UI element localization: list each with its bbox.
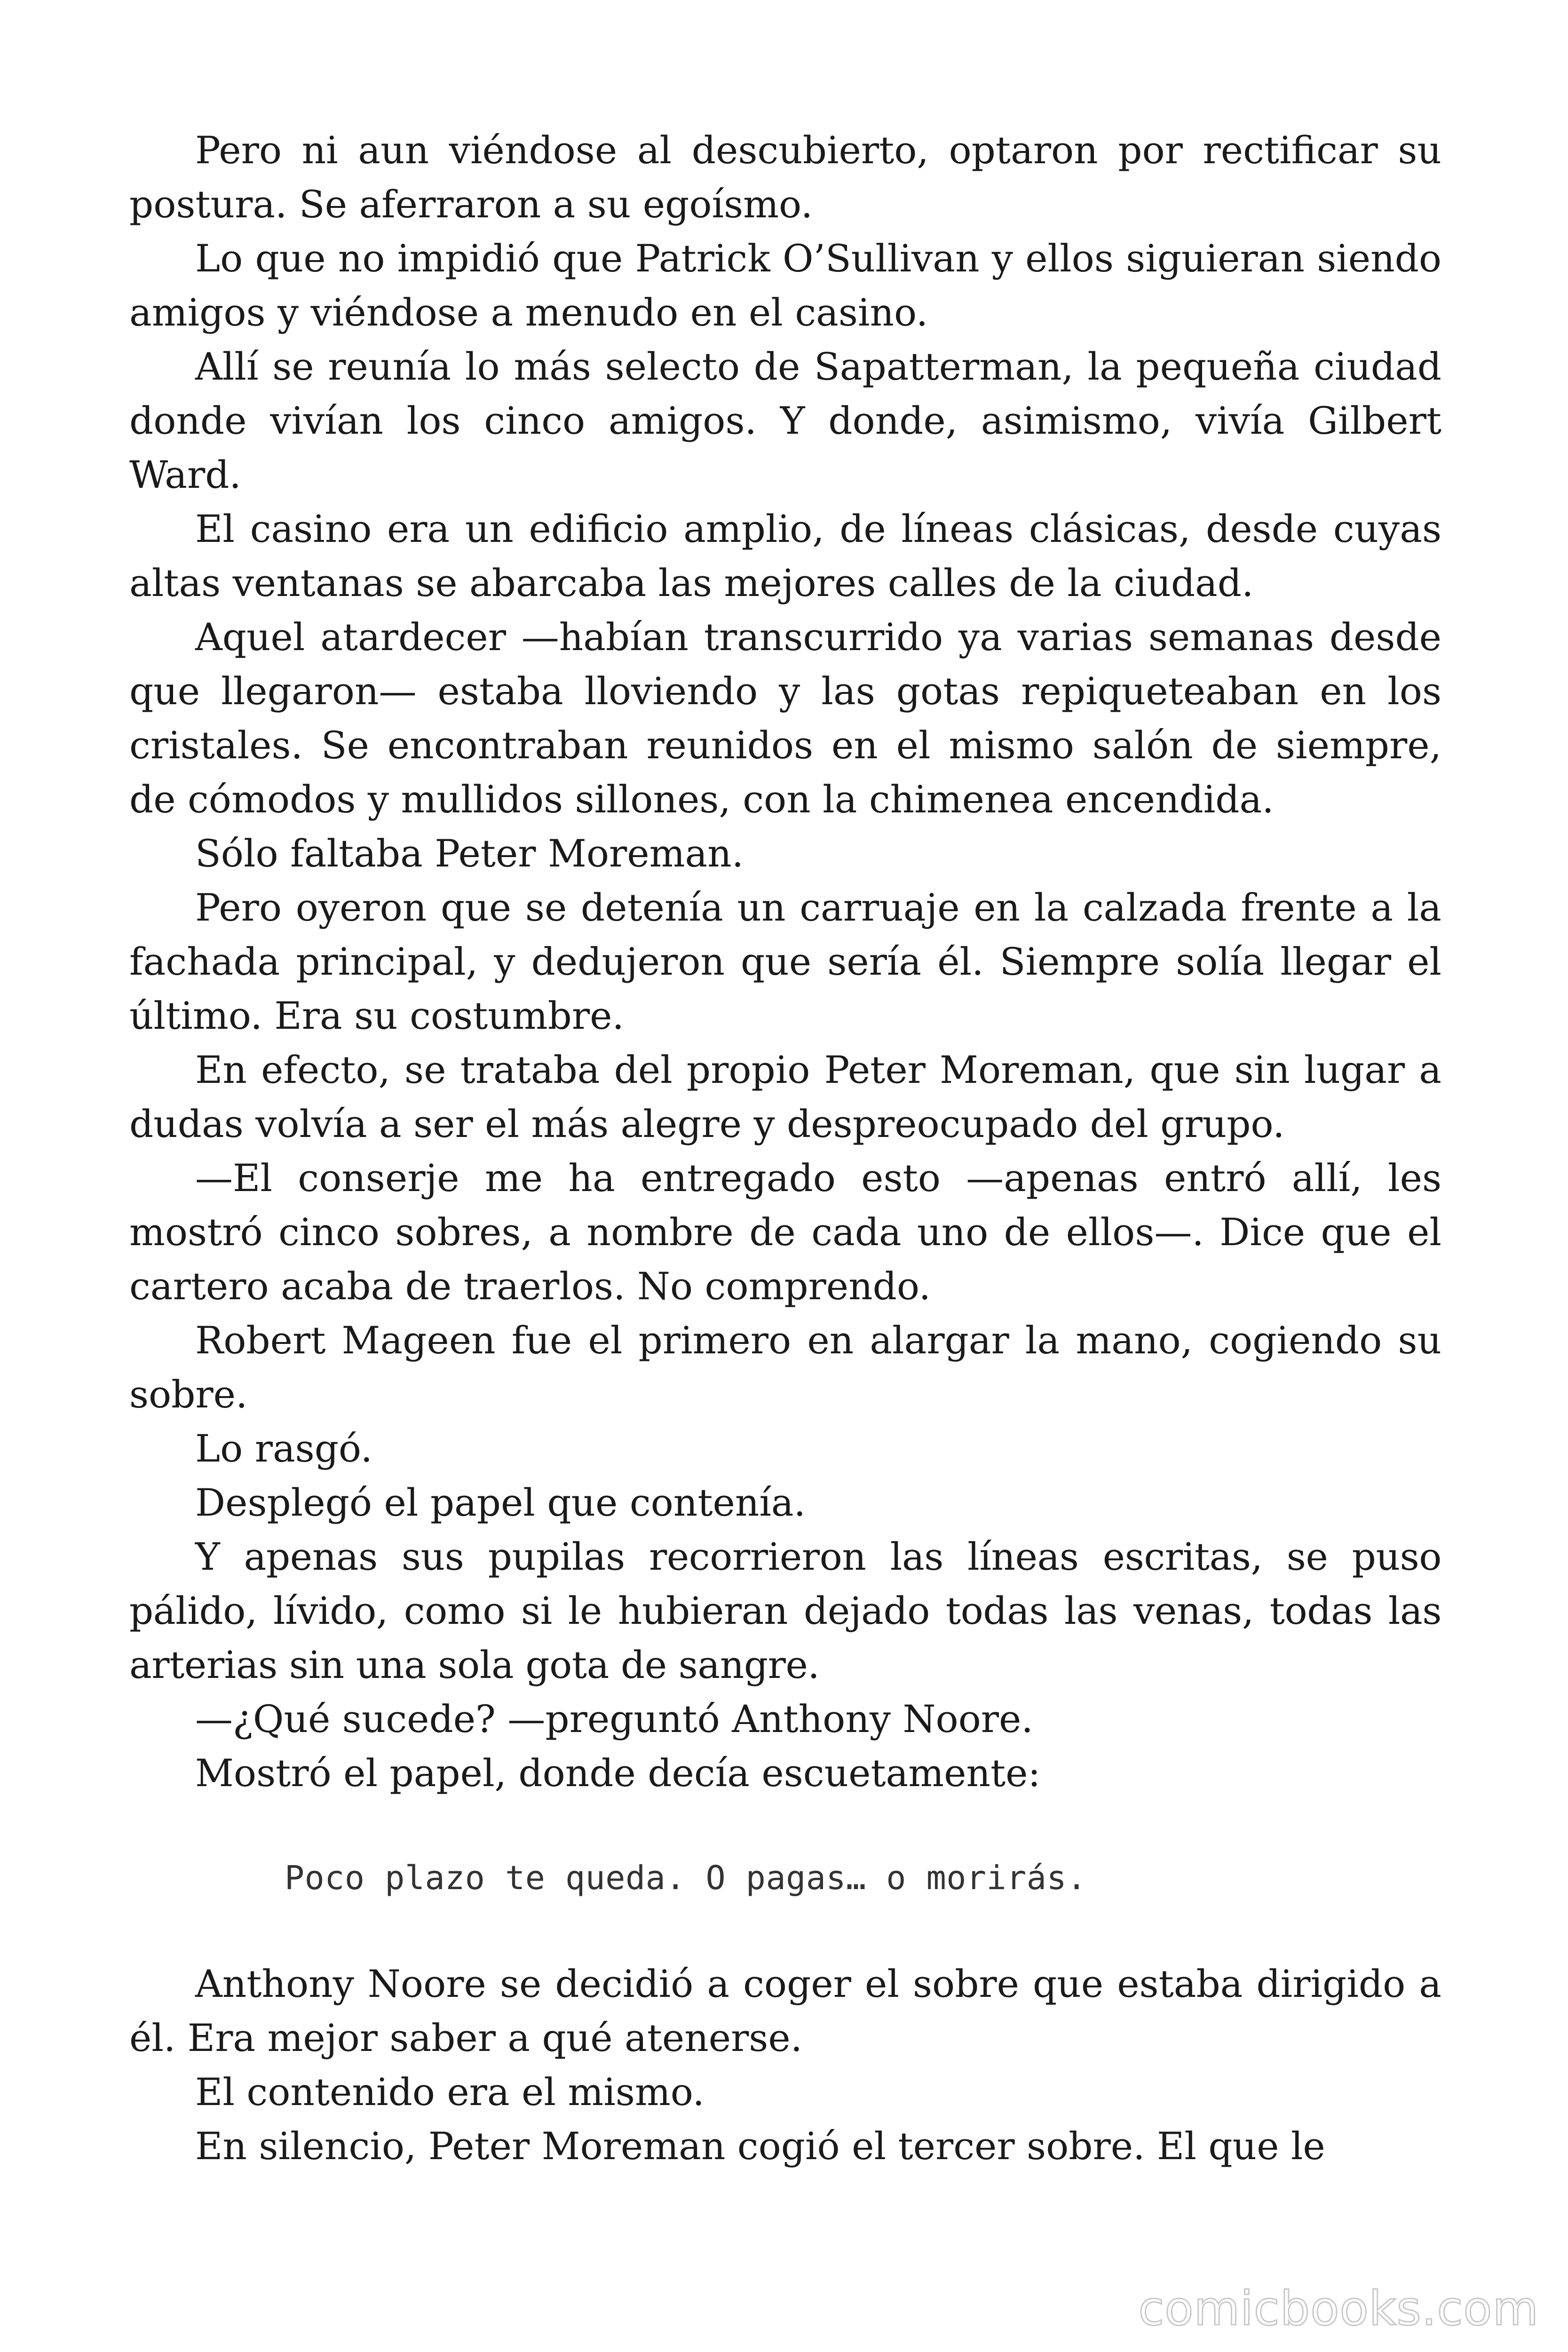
paragraph: Aquel atardecer —habían transcurrido ya varias semanas desde que llegaron— estaba lloviendo y las gotas repiqueteaban en los cristales. Se encontraban reunidos en el mismo salón de siempre, de cómodos y mullidos sillones, con la chimenea encendida. xyxy=(129,615,1441,821)
paragraph: Anthony Noore se decidió a coger el sobre que estaba dirigido a él. Era mejor saber a qué atenerse. xyxy=(129,1962,1441,2060)
paragraph: Mostró el papel, donde decía escuetamente: xyxy=(195,1751,1041,1795)
letter-quote: Poco plazo te queda. O pagas… o morirás. xyxy=(285,1859,1087,1897)
paragraph: —¿Qué sucede? —preguntó Anthony Noore. xyxy=(195,1697,1033,1741)
watermark-logo: comicbooks.com xyxy=(1138,2281,1539,2336)
paragraph: En efecto, se trataba del propio Peter Moreman, que sin lugar a dudas volvía a ser el más alegre y despreocupado del grupo. xyxy=(129,1048,1441,1146)
paragraph: En silencio, Peter Moreman cogió el tercer sobre. El que le xyxy=(195,2124,1325,2168)
paragraph: —El conserje me ha entregado esto —apenas entró allí, les mostró cinco sobres, a nombre de cada uno de ellos—. Dice que el cartero acaba de traerlos. No comprendo. xyxy=(129,1156,1441,1308)
paragraph: El casino era un edificio amplio, de líneas clásicas, desde cuyas altas ventanas se abarcaba las mejores calles de la ciudad. xyxy=(129,507,1441,605)
paragraph: Desplegó el papel que contenía. xyxy=(195,1481,806,1525)
paragraph: Y apenas sus pupilas recorrieron las líneas escritas, se puso pálido, lívido, como si le hubieran dejado todas las venas, todas las arterias sin una sola gota de sangre. xyxy=(129,1535,1441,1687)
paragraph: Allí se reunía lo más selecto de Sapatterman, la pequeña ciudad donde vivían los cinco amigos. Y donde, asimismo, vivía Gilbert Ward. xyxy=(129,345,1441,497)
paragraph: Lo que no impidió que Patrick O’Sullivan y ellos siguieran siendo amigos y viéndose a menudo en el casino. xyxy=(129,237,1441,334)
paragraph: Robert Mageen fue el primero en alargar la mano, cogiendo su sobre. xyxy=(129,1319,1441,1416)
paragraph: Pero oyeron que se detenía un carruaje en la calzada frente a la fachada principal, y dedujeron que sería él. Siempre solía llegar el último. Era su costumbre. xyxy=(129,886,1441,1038)
paragraph: El contenido era el mismo. xyxy=(195,2070,705,2114)
page-body xyxy=(129,123,1441,2173)
paragraph: Sólo faltaba Peter Moreman. xyxy=(195,832,744,875)
paragraph: Lo rasgó. xyxy=(195,1427,373,1470)
paragraph: Pero ni aun viéndose al descubierto, optaron por rectificar su postura. Se aferraron a su egoísmo. xyxy=(129,128,1441,226)
